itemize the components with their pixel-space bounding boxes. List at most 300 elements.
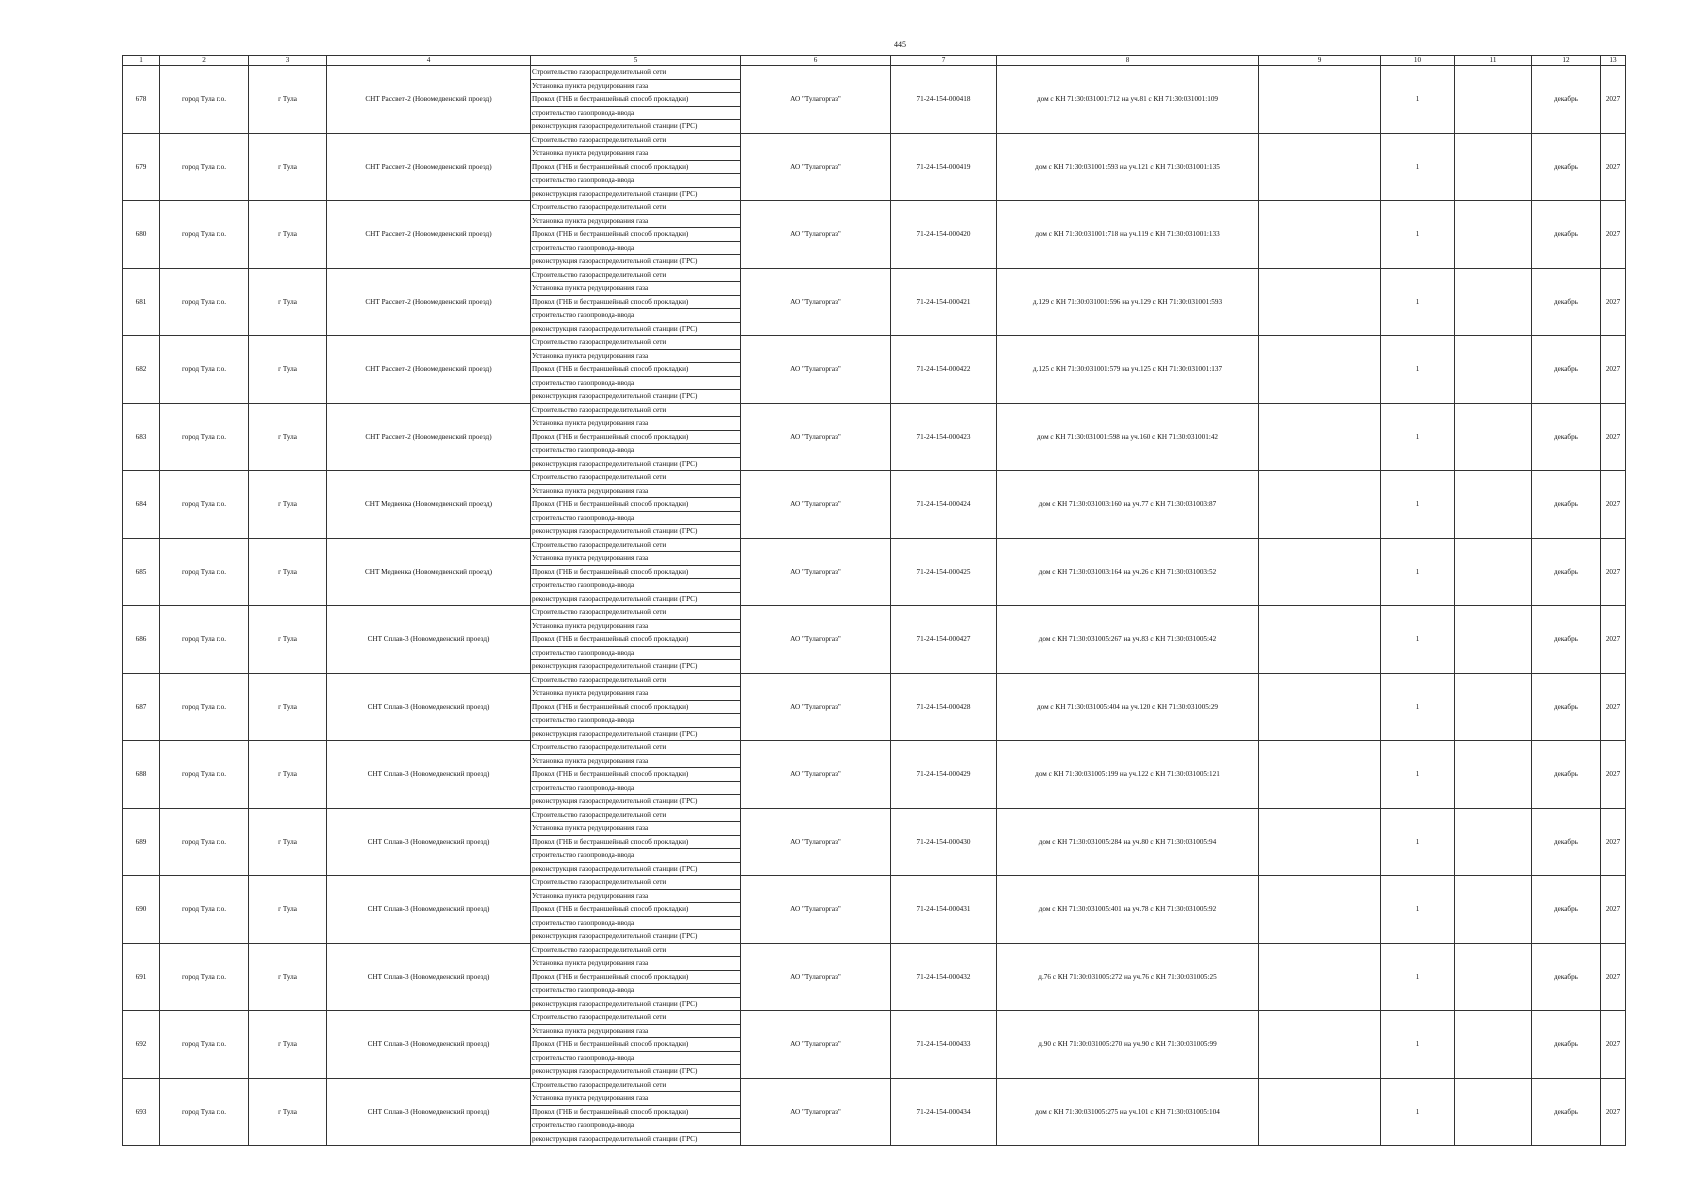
work-type-cell: Прокол (ГНБ и бестраншейный способ прокладки) <box>531 295 741 309</box>
work-type-cell: Прокол (ГНБ и бестраншейный способ прокладки) <box>531 700 741 714</box>
work-type-cell: Прокол (ГНБ и бестраншейный способ прокладки) <box>531 565 741 579</box>
table-row <box>123 1078 1626 1092</box>
column-9-cell <box>1259 471 1381 539</box>
organization-cell: АО "Тулагоргаз" <box>741 66 891 134</box>
column-11-cell <box>1455 471 1532 539</box>
work-type-cell: Установка пункта редуцирования газа <box>531 79 741 93</box>
column-11-cell <box>1455 808 1532 876</box>
work-type-cell: строительство газопровода-ввода <box>531 646 741 660</box>
month-cell: декабрь <box>1532 876 1601 944</box>
organization-cell: АО "Тулагоргаз" <box>741 471 891 539</box>
row-number: 693 <box>123 1078 160 1146</box>
municipality-cell: город Тула г.о. <box>160 403 249 471</box>
month-cell: декабрь <box>1532 741 1601 809</box>
work-type-cell: Строительство газораспределительной сети <box>531 66 741 80</box>
request-code-cell: 71-24-154-000427 <box>891 606 997 674</box>
organization-cell: АО "Тулагоргаз" <box>741 606 891 674</box>
work-type-cell: Прокол (ГНБ и бестраншейный способ прокладки) <box>531 970 741 984</box>
column-9-cell <box>1259 538 1381 606</box>
quantity-cell: 1 <box>1381 741 1455 809</box>
request-code-cell: 71-24-154-000432 <box>891 943 997 1011</box>
month-cell: декабрь <box>1532 133 1601 201</box>
locality-cell: г Тула <box>249 1011 327 1079</box>
organization-cell: АО "Тулагоргаз" <box>741 268 891 336</box>
column-11-cell <box>1455 943 1532 1011</box>
column-number: 12 <box>1532 56 1601 66</box>
request-code-cell: 71-24-154-000421 <box>891 268 997 336</box>
object-cell: СНТ Медвенка (Новомедвенский проезд) <box>327 538 531 606</box>
address-cell: дом с КН 71:30:031001:712 на уч.81 с КН 71:30:031001:109 <box>997 66 1259 134</box>
year-cell: 2027 <box>1601 943 1626 1011</box>
work-type-cell: Строительство газораспределительной сети <box>531 876 741 890</box>
column-11-cell <box>1455 133 1532 201</box>
work-type-cell: Строительство газораспределительной сети <box>531 741 741 755</box>
work-type-cell: реконструкция газораспределительной станции (ГРС) <box>531 390 741 404</box>
year-cell: 2027 <box>1601 741 1626 809</box>
work-type-cell: строительство газопровода-ввода <box>531 511 741 525</box>
row-number: 679 <box>123 133 160 201</box>
table-row <box>123 876 1626 890</box>
work-type-cell: Установка пункта редуцирования газа <box>531 214 741 228</box>
column-9-cell <box>1259 1078 1381 1146</box>
work-type-cell: реконструкция газораспределительной станции (ГРС) <box>531 592 741 606</box>
work-type-cell: строительство газопровода-ввода <box>531 444 741 458</box>
quantity-cell: 1 <box>1381 538 1455 606</box>
work-type-cell: реконструкция газораспределительной станции (ГРС) <box>531 727 741 741</box>
object-cell: СНТ Сплав-3 (Новомедвенский проезд) <box>327 943 531 1011</box>
column-11-cell <box>1455 606 1532 674</box>
work-type-cell: строительство газопровода-ввода <box>531 309 741 323</box>
municipality-cell: город Тула г.о. <box>160 606 249 674</box>
address-cell: дом с КН 71:30:031005:199 на уч.122 с КН 71:30:031005:121 <box>997 741 1259 809</box>
row-number: 690 <box>123 876 160 944</box>
column-9-cell <box>1259 403 1381 471</box>
work-type-cell: Установка пункта редуцирования газа <box>531 822 741 836</box>
column-11-cell <box>1455 201 1532 269</box>
request-code-cell: 71-24-154-000422 <box>891 336 997 404</box>
quantity-cell: 1 <box>1381 471 1455 539</box>
work-type-cell: Строительство газораспределительной сети <box>531 201 741 215</box>
work-type-cell: строительство газопровода-ввода <box>531 376 741 390</box>
work-type-cell: Установка пункта редуцирования газа <box>531 889 741 903</box>
table-row <box>123 673 1626 687</box>
work-type-cell: Установка пункта редуцирования газа <box>531 282 741 296</box>
work-type-cell: Строительство газораспределительной сети <box>531 808 741 822</box>
work-type-cell: строительство газопровода-ввода <box>531 984 741 998</box>
municipality-cell: город Тула г.о. <box>160 66 249 134</box>
address-cell: д.129 с КН 71:30:031001:596 на уч.129 с КН 71:30:031001:593 <box>997 268 1259 336</box>
column-number: 2 <box>160 56 249 66</box>
column-9-cell <box>1259 741 1381 809</box>
object-cell: СНТ Сплав-3 (Новомедвенский проезд) <box>327 876 531 944</box>
row-number: 680 <box>123 201 160 269</box>
quantity-cell: 1 <box>1381 1078 1455 1146</box>
quantity-cell: 1 <box>1381 606 1455 674</box>
work-type-cell: Прокол (ГНБ и бестраншейный способ прокладки) <box>531 228 741 242</box>
work-type-cell: Установка пункта редуцирования газа <box>531 1024 741 1038</box>
work-type-cell: Строительство газораспределительной сети <box>531 133 741 147</box>
address-cell: дом с КН 71:30:031001:598 на уч.160 с КН 71:30:031001:42 <box>997 403 1259 471</box>
work-type-cell: строительство газопровода-ввода <box>531 849 741 863</box>
column-9-cell <box>1259 1011 1381 1079</box>
request-code-cell: 71-24-154-000430 <box>891 808 997 876</box>
work-type-cell: строительство газопровода-ввода <box>531 174 741 188</box>
object-cell: СНТ Рассвет-2 (Новомедвенский проезд) <box>327 403 531 471</box>
work-type-cell: реконструкция газораспределительной станции (ГРС) <box>531 322 741 336</box>
column-9-cell <box>1259 336 1381 404</box>
page-number: 445 <box>894 40 906 49</box>
organization-cell: АО "Тулагоргаз" <box>741 741 891 809</box>
column-11-cell <box>1455 673 1532 741</box>
month-cell: декабрь <box>1532 1078 1601 1146</box>
work-type-cell: Прокол (ГНБ и бестраншейный способ прокладки) <box>531 903 741 917</box>
municipality-cell: город Тула г.о. <box>160 1011 249 1079</box>
work-type-cell: реконструкция газораспределительной станции (ГРС) <box>531 255 741 269</box>
work-type-cell: строительство газопровода-ввода <box>531 1119 741 1133</box>
locality-cell: г Тула <box>249 808 327 876</box>
work-type-cell: реконструкция газораспределительной станции (ГРС) <box>531 525 741 539</box>
table-row <box>123 133 1626 147</box>
work-type-cell: реконструкция газораспределительной станции (ГРС) <box>531 187 741 201</box>
column-11-cell <box>1455 336 1532 404</box>
work-type-cell: Прокол (ГНБ и бестраншейный способ прокладки) <box>531 93 741 107</box>
work-type-cell: реконструкция газораспределительной станции (ГРС) <box>531 120 741 134</box>
municipality-cell: город Тула г.о. <box>160 808 249 876</box>
object-cell: СНТ Рассвет-2 (Новомедвенский проезд) <box>327 66 531 134</box>
municipality-cell: город Тула г.о. <box>160 538 249 606</box>
address-cell: д.76 с КН 71:30:031005:272 на уч.76 с КН 71:30:031005:25 <box>997 943 1259 1011</box>
year-cell: 2027 <box>1601 876 1626 944</box>
work-type-cell: строительство газопровода-ввода <box>531 916 741 930</box>
column-11-cell <box>1455 403 1532 471</box>
table-row <box>123 1011 1626 1025</box>
locality-cell: г Тула <box>249 201 327 269</box>
work-type-cell: Установка пункта редуцирования газа <box>531 1092 741 1106</box>
row-number: 678 <box>123 66 160 134</box>
work-type-cell: Установка пункта редуцирования газа <box>531 147 741 161</box>
table-row <box>123 606 1626 620</box>
request-code-cell: 71-24-154-000425 <box>891 538 997 606</box>
year-cell: 2027 <box>1601 201 1626 269</box>
year-cell: 2027 <box>1601 1078 1626 1146</box>
locality-cell: г Тула <box>249 133 327 201</box>
organization-cell: АО "Тулагоргаз" <box>741 403 891 471</box>
organization-cell: АО "Тулагоргаз" <box>741 943 891 1011</box>
work-type-cell: Установка пункта редуцирования газа <box>531 417 741 431</box>
organization-cell: АО "Тулагоргаз" <box>741 1078 891 1146</box>
month-cell: декабрь <box>1532 66 1601 134</box>
organization-cell: АО "Тулагоргаз" <box>741 1011 891 1079</box>
object-cell: СНТ Рассвет-2 (Новомедвенский проезд) <box>327 268 531 336</box>
municipality-cell: город Тула г.о. <box>160 471 249 539</box>
request-code-cell: 71-24-154-000420 <box>891 201 997 269</box>
municipality-cell: город Тула г.о. <box>160 741 249 809</box>
municipality-cell: город Тула г.о. <box>160 336 249 404</box>
quantity-cell: 1 <box>1381 268 1455 336</box>
column-number: 3 <box>249 56 327 66</box>
work-type-cell: Установка пункта редуцирования газа <box>531 687 741 701</box>
organization-cell: АО "Тулагоргаз" <box>741 133 891 201</box>
quantity-cell: 1 <box>1381 336 1455 404</box>
quantity-cell: 1 <box>1381 403 1455 471</box>
work-type-cell: строительство газопровода-ввода <box>531 106 741 120</box>
row-number: 689 <box>123 808 160 876</box>
object-cell: СНТ Медвенка (Новомедвенский проезд) <box>327 471 531 539</box>
year-cell: 2027 <box>1601 1011 1626 1079</box>
organization-cell: АО "Тулагоргаз" <box>741 808 891 876</box>
organization-cell: АО "Тулагоргаз" <box>741 201 891 269</box>
work-type-cell: строительство газопровода-ввода <box>531 1051 741 1065</box>
work-type-cell: Строительство газораспределительной сети <box>531 268 741 282</box>
locality-cell: г Тула <box>249 606 327 674</box>
address-cell: дом с КН 71:30:031001:718 на уч.119 с КН 71:30:031001:133 <box>997 201 1259 269</box>
locality-cell: г Тула <box>249 943 327 1011</box>
work-type-cell: реконструкция газораспределительной станции (ГРС) <box>531 457 741 471</box>
municipality-cell: город Тула г.о. <box>160 943 249 1011</box>
address-cell: дом с КН 71:30:031001:593 на уч.121 с КН 71:30:031001:135 <box>997 133 1259 201</box>
request-code-cell: 71-24-154-000428 <box>891 673 997 741</box>
address-cell: дом с КН 71:30:031005:284 на уч.80 с КН 71:30:031005:94 <box>997 808 1259 876</box>
object-cell: СНТ Сплав-3 (Новомедвенский проезд) <box>327 606 531 674</box>
address-cell: д.125 с КН 71:30:031001:579 на уч.125 с КН 71:30:031001:137 <box>997 336 1259 404</box>
municipality-cell: город Тула г.о. <box>160 201 249 269</box>
work-type-cell: реконструкция газораспределительной станции (ГРС) <box>531 862 741 876</box>
table-row <box>123 66 1626 80</box>
month-cell: декабрь <box>1532 268 1601 336</box>
year-cell: 2027 <box>1601 336 1626 404</box>
work-type-cell: Установка пункта редуцирования газа <box>531 619 741 633</box>
work-type-cell: Строительство газораспределительной сети <box>531 336 741 350</box>
address-cell: д.90 с КН 71:30:031005:270 на уч.90 с КН 71:30:031005:99 <box>997 1011 1259 1079</box>
request-code-cell: 71-24-154-000423 <box>891 403 997 471</box>
column-9-cell <box>1259 201 1381 269</box>
year-cell: 2027 <box>1601 268 1626 336</box>
organization-cell: АО "Тулагоргаз" <box>741 336 891 404</box>
quantity-cell: 1 <box>1381 673 1455 741</box>
work-type-cell: Установка пункта редуцирования газа <box>531 552 741 566</box>
row-number: 683 <box>123 403 160 471</box>
locality-cell: г Тула <box>249 268 327 336</box>
year-cell: 2027 <box>1601 133 1626 201</box>
work-type-cell: Прокол (ГНБ и бестраншейный способ прокладки) <box>531 1105 741 1119</box>
quantity-cell: 1 <box>1381 201 1455 269</box>
register-table <box>122 55 1626 1146</box>
organization-cell: АО "Тулагоргаз" <box>741 538 891 606</box>
column-number: 8 <box>997 56 1259 66</box>
request-code-cell: 71-24-154-000429 <box>891 741 997 809</box>
column-number: 4 <box>327 56 531 66</box>
work-type-cell: Прокол (ГНБ и бестраншейный способ прокладки) <box>531 633 741 647</box>
table-row <box>123 538 1626 552</box>
row-number: 687 <box>123 673 160 741</box>
column-11-cell <box>1455 268 1532 336</box>
work-type-cell: реконструкция газораспределительной станции (ГРС) <box>531 930 741 944</box>
address-cell: дом с КН 71:30:031003:164 на уч.26 с КН 71:30:031003:52 <box>997 538 1259 606</box>
work-type-cell: Прокол (ГНБ и бестраншейный способ прокладки) <box>531 768 741 782</box>
column-number: 1 <box>123 56 160 66</box>
locality-cell: г Тула <box>249 876 327 944</box>
work-type-cell: Установка пункта редуцирования газа <box>531 349 741 363</box>
quantity-cell: 1 <box>1381 66 1455 134</box>
year-cell: 2027 <box>1601 471 1626 539</box>
month-cell: декабрь <box>1532 606 1601 674</box>
table-row <box>123 471 1626 485</box>
quantity-cell: 1 <box>1381 808 1455 876</box>
work-type-cell: Установка пункта редуцирования газа <box>531 484 741 498</box>
locality-cell: г Тула <box>249 538 327 606</box>
work-type-cell: реконструкция газораспределительной станции (ГРС) <box>531 1132 741 1146</box>
row-number: 686 <box>123 606 160 674</box>
work-type-cell: Установка пункта редуцирования газа <box>531 754 741 768</box>
organization-cell: АО "Тулагоргаз" <box>741 876 891 944</box>
month-cell: декабрь <box>1532 471 1601 539</box>
object-cell: СНТ Сплав-3 (Новомедвенский проезд) <box>327 808 531 876</box>
row-number: 685 <box>123 538 160 606</box>
work-type-cell: строительство газопровода-ввода <box>531 241 741 255</box>
column-11-cell <box>1455 741 1532 809</box>
quantity-cell: 1 <box>1381 943 1455 1011</box>
year-cell: 2027 <box>1601 673 1626 741</box>
work-type-cell: Прокол (ГНБ и бестраншейный способ прокладки) <box>531 430 741 444</box>
column-number: 13 <box>1601 56 1626 66</box>
object-cell: СНТ Рассвет-2 (Новомедвенский проезд) <box>327 201 531 269</box>
municipality-cell: город Тула г.о. <box>160 268 249 336</box>
work-type-cell: Строительство газораспределительной сети <box>531 1011 741 1025</box>
object-cell: СНТ Рассвет-2 (Новомедвенский проезд) <box>327 336 531 404</box>
address-cell: дом с КН 71:30:031005:401 на уч.78 с КН 71:30:031005:92 <box>997 876 1259 944</box>
municipality-cell: город Тула г.о. <box>160 673 249 741</box>
municipality-cell: город Тула г.о. <box>160 133 249 201</box>
object-cell: СНТ Рассвет-2 (Новомедвенский проезд) <box>327 133 531 201</box>
table-row <box>123 741 1626 755</box>
row-number: 691 <box>123 943 160 1011</box>
column-11-cell <box>1455 538 1532 606</box>
column-11-cell <box>1455 66 1532 134</box>
table-row <box>123 808 1626 822</box>
organization-cell: АО "Тулагоргаз" <box>741 673 891 741</box>
locality-cell: г Тула <box>249 1078 327 1146</box>
column-9-cell <box>1259 133 1381 201</box>
column-11-cell <box>1455 1011 1532 1079</box>
work-type-cell: Прокол (ГНБ и бестраншейный способ прокладки) <box>531 835 741 849</box>
column-9-cell <box>1259 268 1381 336</box>
object-cell: СНТ Сплав-3 (Новомедвенский проезд) <box>327 1011 531 1079</box>
year-cell: 2027 <box>1601 808 1626 876</box>
locality-cell: г Тула <box>249 471 327 539</box>
row-number: 684 <box>123 471 160 539</box>
municipality-cell: город Тула г.о. <box>160 1078 249 1146</box>
object-cell: СНТ Сплав-3 (Новомедвенский проезд) <box>327 1078 531 1146</box>
column-9-cell <box>1259 673 1381 741</box>
work-type-cell: Прокол (ГНБ и бестраншейный способ прокладки) <box>531 498 741 512</box>
table-row <box>123 268 1626 282</box>
work-type-cell: Строительство газораспределительной сети <box>531 471 741 485</box>
column-11-cell <box>1455 876 1532 944</box>
column-number-row <box>123 56 1626 66</box>
address-cell: дом с КН 71:30:031003:160 на уч.77 с КН 71:30:031003:87 <box>997 471 1259 539</box>
work-type-cell: Строительство газораспределительной сети <box>531 538 741 552</box>
table-row <box>123 201 1626 215</box>
object-cell: СНТ Сплав-3 (Новомедвенский проезд) <box>327 673 531 741</box>
column-11-cell <box>1455 1078 1532 1146</box>
work-type-cell: Прокол (ГНБ и бестраншейный способ прокладки) <box>531 363 741 377</box>
request-code-cell: 71-24-154-000418 <box>891 66 997 134</box>
request-code-cell: 71-24-154-000431 <box>891 876 997 944</box>
locality-cell: г Тула <box>249 403 327 471</box>
work-type-cell: реконструкция газораспределительной станции (ГРС) <box>531 660 741 674</box>
locality-cell: г Тула <box>249 336 327 404</box>
column-9-cell <box>1259 808 1381 876</box>
work-type-cell: Строительство газораспределительной сети <box>531 1078 741 1092</box>
object-cell: СНТ Сплав-3 (Новомедвенский проезд) <box>327 741 531 809</box>
column-number: 11 <box>1455 56 1532 66</box>
month-cell: декабрь <box>1532 201 1601 269</box>
month-cell: декабрь <box>1532 808 1601 876</box>
month-cell: декабрь <box>1532 1011 1601 1079</box>
request-code-cell: 71-24-154-000424 <box>891 471 997 539</box>
request-code-cell: 71-24-154-000434 <box>891 1078 997 1146</box>
month-cell: декабрь <box>1532 403 1601 471</box>
table-row <box>123 943 1626 957</box>
column-number: 6 <box>741 56 891 66</box>
month-cell: декабрь <box>1532 943 1601 1011</box>
work-type-cell: строительство газопровода-ввода <box>531 781 741 795</box>
column-number: 10 <box>1381 56 1455 66</box>
year-cell: 2027 <box>1601 403 1626 471</box>
address-cell: дом с КН 71:30:031005:267 на уч.83 с КН 71:30:031005:42 <box>997 606 1259 674</box>
column-9-cell <box>1259 606 1381 674</box>
column-9-cell <box>1259 943 1381 1011</box>
locality-cell: г Тула <box>249 673 327 741</box>
municipality-cell: город Тула г.о. <box>160 876 249 944</box>
work-type-cell: реконструкция газораспределительной станции (ГРС) <box>531 1065 741 1079</box>
year-cell: 2027 <box>1601 538 1626 606</box>
request-code-cell: 71-24-154-000419 <box>891 133 997 201</box>
column-number: 9 <box>1259 56 1381 66</box>
work-type-cell: Установка пункта редуцирования газа <box>531 957 741 971</box>
year-cell: 2027 <box>1601 66 1626 134</box>
work-type-cell: строительство газопровода-ввода <box>531 579 741 593</box>
row-number: 688 <box>123 741 160 809</box>
table-row <box>123 403 1626 417</box>
column-number: 5 <box>531 56 741 66</box>
table-row <box>123 336 1626 350</box>
work-type-cell: реконструкция газораспределительной станции (ГРС) <box>531 795 741 809</box>
work-type-cell: Строительство газораспределительной сети <box>531 606 741 620</box>
work-type-cell: строительство газопровода-ввода <box>531 714 741 728</box>
locality-cell: г Тула <box>249 741 327 809</box>
month-cell: декабрь <box>1532 336 1601 404</box>
row-number: 681 <box>123 268 160 336</box>
work-type-cell: реконструкция газораспределительной станции (ГРС) <box>531 997 741 1011</box>
work-type-cell: Строительство газораспределительной сети <box>531 673 741 687</box>
column-9-cell <box>1259 876 1381 944</box>
work-type-cell: Прокол (ГНБ и бестраншейный способ прокладки) <box>531 1038 741 1052</box>
month-cell: декабрь <box>1532 538 1601 606</box>
quantity-cell: 1 <box>1381 876 1455 944</box>
work-type-cell: Прокол (ГНБ и бестраншейный способ прокладки) <box>531 160 741 174</box>
address-cell: дом с КН 71:30:031005:275 на уч.101 с КН 71:30:031005:104 <box>997 1078 1259 1146</box>
request-code-cell: 71-24-154-000433 <box>891 1011 997 1079</box>
column-9-cell <box>1259 66 1381 134</box>
year-cell: 2027 <box>1601 606 1626 674</box>
row-number: 682 <box>123 336 160 404</box>
column-number: 7 <box>891 56 997 66</box>
row-number: 692 <box>123 1011 160 1079</box>
locality-cell: г Тула <box>249 66 327 134</box>
month-cell: декабрь <box>1532 673 1601 741</box>
quantity-cell: 1 <box>1381 133 1455 201</box>
